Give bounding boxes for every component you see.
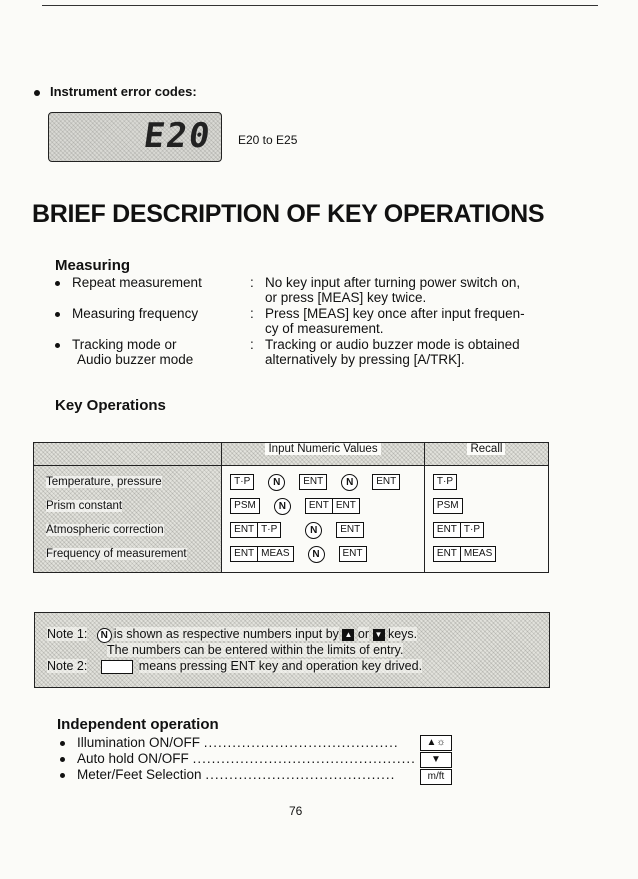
note-2-label: Note 2: — [47, 659, 88, 673]
item-desc: No key input after turning power switch on, or press [MEAS] key twice. — [265, 275, 521, 305]
input-column — [222, 466, 425, 573]
leader-dots: ........................................ — [205, 767, 396, 782]
error-codes-label: Instrument error codes: — [50, 84, 197, 99]
key-operations-table — [33, 442, 549, 573]
bullet-icon — [55, 343, 60, 348]
note-2-text: means pressing ENT key and operation key drived. — [138, 659, 423, 673]
note-2 — [47, 659, 422, 674]
numeric-n-icon: N — [341, 474, 358, 491]
list-item — [55, 306, 198, 321]
row-labels — [34, 466, 222, 573]
recall-sequence — [425, 494, 548, 518]
recall-sequence — [425, 518, 548, 542]
ent-key[interactable]: ENT — [230, 546, 258, 562]
psm-key[interactable]: PSM — [433, 498, 463, 514]
notes-box — [34, 612, 550, 688]
page-title: BRIEF DESCRIPTION OF KEY OPERATIONS — [32, 200, 545, 228]
bullet-icon — [55, 281, 60, 286]
ent-tp-keys — [230, 522, 281, 538]
independent-title: Independent operation — [57, 716, 219, 733]
tp-key[interactable]: T·P — [257, 522, 281, 538]
recall-sequence — [425, 470, 548, 494]
note-1: Note 1: N is shown as respective numbers input by ▲ or ▼ keys. — [47, 627, 418, 641]
lcd-error-code: E20 — [140, 116, 214, 156]
ent-key[interactable]: ENT — [372, 474, 400, 490]
note-1-label: Note 1: — [47, 627, 88, 641]
bullet-icon — [55, 312, 60, 317]
note-1-text: is shown as respective numbers input by — [113, 627, 339, 641]
ent-tp-keys — [433, 522, 484, 538]
numeric-n-icon: N — [268, 474, 285, 491]
recall-column — [424, 466, 548, 573]
list-item: Illumination ON/OFF ......................................... — [60, 735, 399, 751]
ent-key[interactable]: ENT — [433, 546, 461, 562]
bullet-icon — [60, 741, 65, 746]
table-body — [34, 466, 549, 573]
key-operations-title: Key Operations — [55, 397, 166, 414]
list-item — [55, 275, 202, 290]
note-1-line-2: The numbers can be entered within the limits of entry. — [107, 643, 404, 657]
key-sequence — [222, 542, 424, 566]
list-item — [55, 337, 193, 367]
bullet-icon — [60, 773, 65, 778]
meas-key[interactable]: MEAS — [257, 546, 293, 562]
top-rule — [42, 5, 598, 6]
table-row-label: Prism constant — [46, 500, 123, 512]
leader-dots: ......................................... — [203, 735, 399, 750]
measuring-title: Measuring — [55, 257, 131, 274]
key-sequence — [222, 494, 424, 518]
ent-key[interactable]: ENT — [299, 474, 327, 490]
illumination-key[interactable]: ▲☼ — [420, 735, 452, 751]
ent-key[interactable]: ENT — [433, 522, 461, 538]
separator: : — [250, 275, 254, 290]
error-range: E20 to E25 — [238, 133, 298, 147]
bullet-icon — [34, 90, 40, 96]
item-desc: Tracking or audio buzzer mode is obtained alternatively by pressing [A/TRK]. — [265, 337, 520, 367]
down-arrow-icon: ▼ — [373, 629, 385, 641]
separator: : — [250, 337, 254, 352]
lcd-display — [48, 112, 222, 162]
independent-list — [60, 735, 460, 787]
ent-key[interactable]: ENT — [336, 522, 364, 538]
table-row-label: Atmospheric correction — [46, 524, 164, 536]
blank-key-icon — [101, 660, 133, 674]
ent-ent-keys — [305, 498, 360, 514]
ent-key[interactable]: ENT — [305, 498, 333, 514]
leader-dots: ............................................... — [192, 751, 416, 766]
psm-key[interactable]: PSM — [230, 498, 260, 514]
tp-key[interactable]: T·P — [433, 474, 457, 490]
key-sequence — [222, 518, 424, 542]
header-input: Input Numeric Values — [222, 443, 425, 466]
numeric-n-icon: N — [274, 498, 291, 515]
separator: : — [250, 306, 254, 321]
list-item: Meter/Feet Selection ........................................ — [60, 767, 395, 783]
numeric-n-icon: N — [97, 628, 112, 643]
up-arrow-icon: ▲ — [342, 629, 354, 641]
list-item: Auto hold ON/OFF ............................................... — [60, 751, 416, 767]
bullet-icon — [60, 757, 65, 762]
header-blank — [34, 443, 222, 466]
ent-meas-keys — [433, 546, 496, 562]
item-label: Repeat measurement — [72, 275, 202, 290]
error-codes-heading — [34, 84, 197, 99]
item-label: Tracking mode or — [72, 337, 177, 352]
item-label: Audio buzzer mode — [77, 352, 194, 367]
header-recall: Recall — [424, 443, 548, 466]
numeric-n-icon: N — [305, 522, 322, 539]
item-label: Measuring frequency — [72, 306, 199, 321]
ent-key[interactable]: ENT — [339, 546, 367, 562]
table-header-row — [34, 443, 549, 466]
numeric-n-icon: N — [308, 546, 325, 563]
meter-feet-key[interactable]: m/ft — [420, 769, 452, 785]
page-number: 76 — [289, 804, 303, 818]
table-row-label: Frequency of measurement — [46, 548, 187, 560]
ent-key[interactable]: ENT — [332, 498, 360, 514]
item-desc: Press [MEAS] key once after input frequen- cy of measurement. — [265, 306, 525, 336]
meas-key[interactable]: MEAS — [460, 546, 496, 562]
table-row-label: Temperature, pressure — [46, 476, 162, 488]
recall-sequence — [425, 542, 548, 566]
tp-key[interactable]: T·P — [460, 522, 484, 538]
ent-key[interactable]: ENT — [230, 522, 258, 538]
key-sequence — [222, 470, 424, 494]
ent-meas-keys — [230, 546, 293, 562]
auto-hold-key[interactable]: ▼ — [420, 752, 452, 768]
tp-key[interactable]: T·P — [230, 474, 254, 490]
